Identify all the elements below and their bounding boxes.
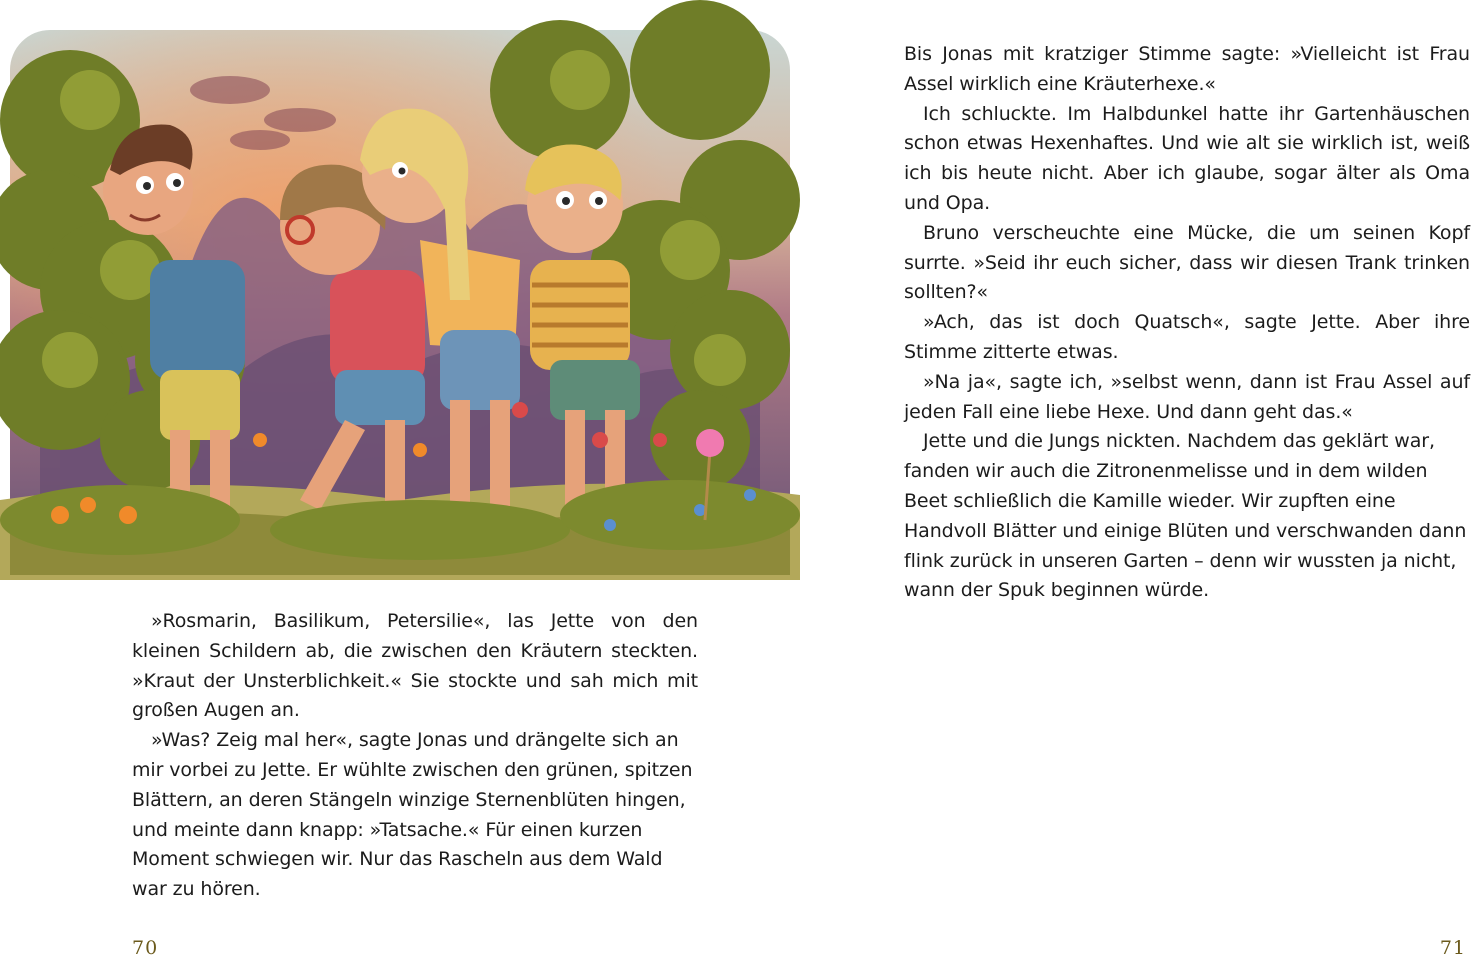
page-number-right: 71 — [1439, 937, 1466, 959]
paragraph: »Ach, das ist doch Quatsch«, sagte Jette. Aber ihre Stimme zitterte etwas. — [904, 311, 1470, 363]
paragraph: »Na ja«, sagte ich, »selbst wenn, dann ist Frau Assel auf jeden Fall eine liebe Hexe. Und dann geht das.« — [904, 370, 1470, 423]
page-number-left: 70 — [132, 937, 159, 959]
book-illustration — [0, 0, 800, 580]
illustration-children-in-garden — [0, 0, 800, 580]
paragraph: »Was? Zeig mal her«, sagte Jonas und drängelte sich an mir vorbei zu Jette. Er wühlte zwischen den grünen, spitzen Blättern, an deren Stängeln winzige Sternenblüten hingen, und meinte dann knapp: »Tatsache.« Für einen kurzen Moment schwiegen wir. Nur das Rascheln aus dem Wald war zu hören. — [132, 729, 693, 901]
left-page-text — [132, 607, 698, 905]
paragraph: Jette und die Jungs nickten. Nachdem das geklärt war, fanden wir auch die Zitronenmelisse und in dem wilden Beet schließlich die Kamille wieder. Wir zupften eine Handvoll Blätter und einige Blüten und verschwanden dann flink zurück in unseren Garten – denn wir wussten ja nicht, wann der Spuk beginnen würde. — [904, 430, 1467, 602]
right-page — [736, 0, 1472, 960]
paragraph: Bruno verscheuchte eine Mücke, die um seinen Kopf surrte. »Seid ihr euch sicher, dass wir diesen Trank trinken sollten?« — [904, 221, 1470, 304]
right-page-text — [904, 40, 1470, 606]
paragraph: Ich schluckte. Im Halbdunkel hatte ihr Gartenhäuschen schon etwas Hexenhaftes. Und wie alt sie wirklich ist, weiß ich bis heute nicht. Aber ich glaube, sogar älter als Oma und Opa. — [904, 102, 1470, 214]
paragraph: »Rosmarin, Basilikum, Petersilie«, las Jette von den kleinen Schildern ab, die zwischen den Kräutern steckten. »Kraut der Unsterblichkeit.« Sie stockte und sah mich mit großen Augen an. — [132, 610, 698, 722]
paragraph: Bis Jonas mit kratziger Stimme sagte: »Vielleicht ist Frau Assel wirklich eine Kräuterhexe.« — [904, 43, 1470, 95]
